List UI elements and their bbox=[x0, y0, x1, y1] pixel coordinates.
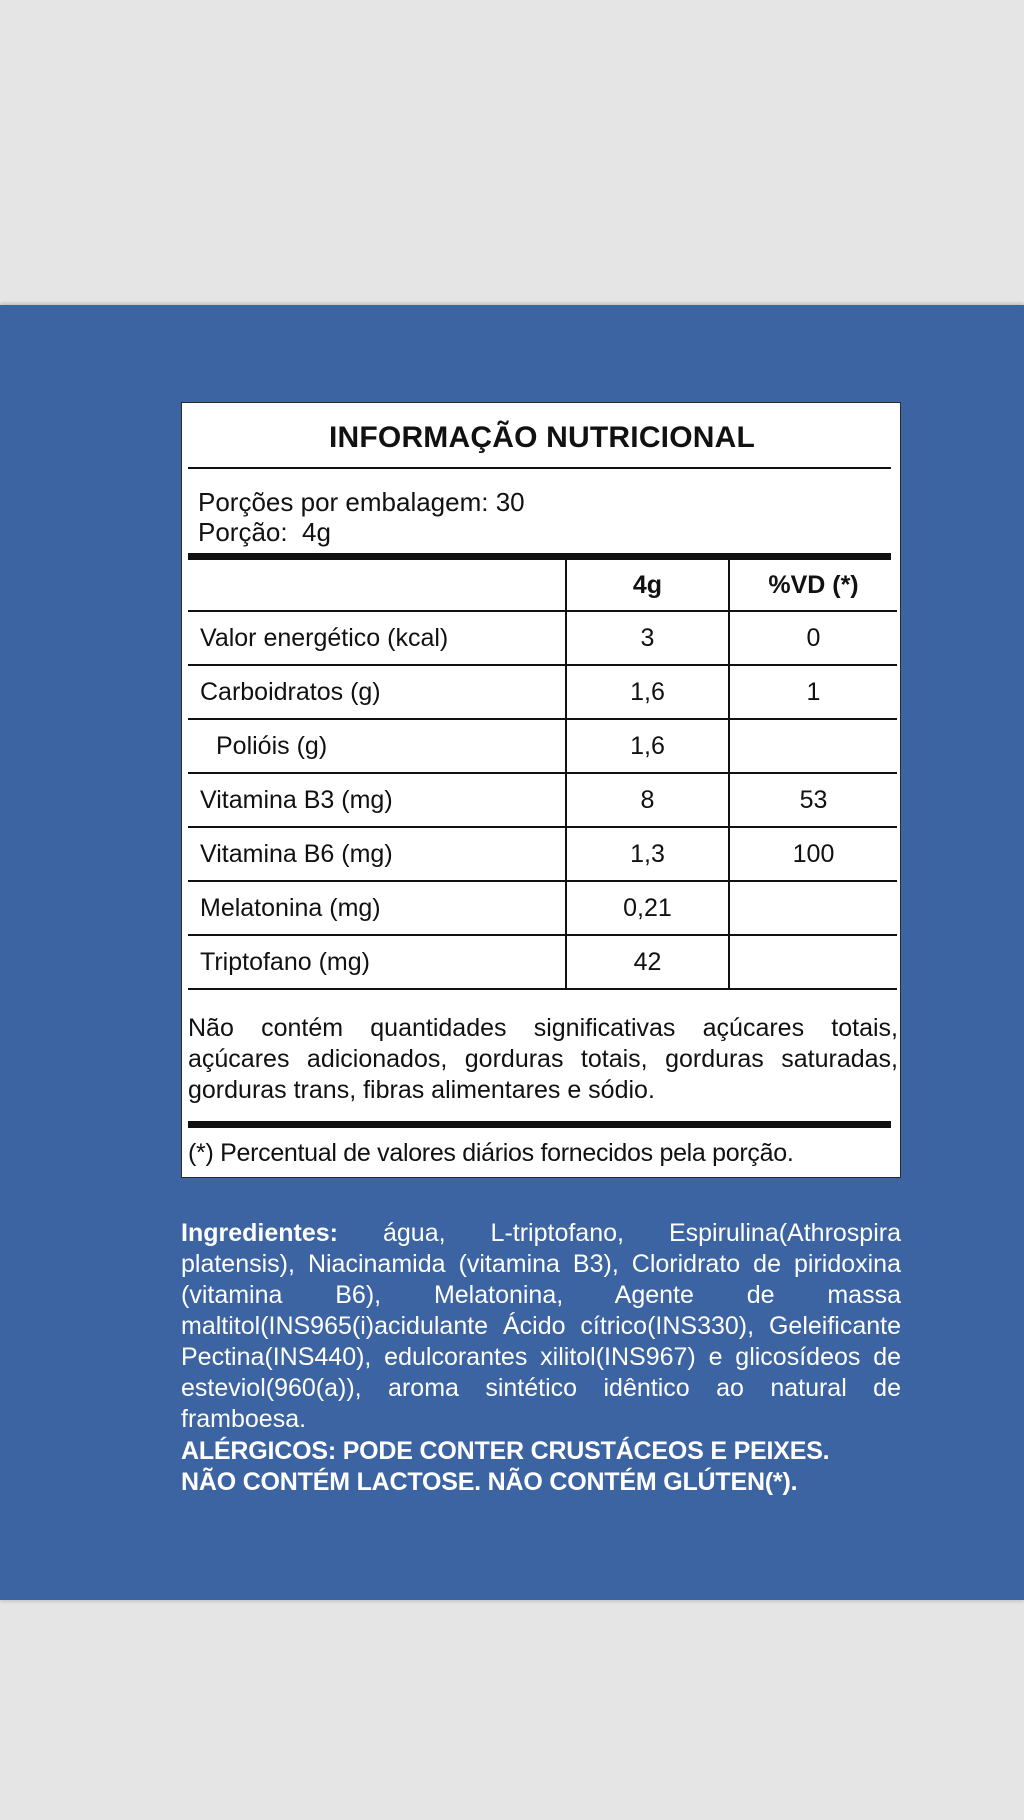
ingredients-heading: Ingredientes: bbox=[181, 1219, 338, 1247]
nutrient-name: Melatonina (mg) bbox=[188, 881, 566, 935]
table-row bbox=[188, 881, 897, 935]
nutrient-daily-value bbox=[729, 881, 897, 935]
nutrition-table bbox=[188, 560, 897, 990]
nutrient-name: Vitamina B3 (mg) bbox=[188, 773, 566, 827]
nutrition-label bbox=[181, 402, 901, 1178]
nutrient-name: Triptofano (mg) bbox=[188, 935, 566, 989]
table-row bbox=[188, 935, 897, 989]
nutrient-daily-value: 53 bbox=[729, 773, 897, 827]
nutrient-quantity: 1,6 bbox=[566, 665, 729, 719]
nutrient-quantity: 3 bbox=[566, 611, 729, 665]
thick-divider bbox=[188, 553, 891, 560]
nutrient-quantity: 42 bbox=[566, 935, 729, 989]
nutrient-daily-value: 1 bbox=[729, 665, 897, 719]
allergens-block bbox=[181, 1436, 901, 1498]
label-title: INFORMAÇÃO NUTRICIONAL bbox=[328, 421, 756, 454]
nutrient-quantity: 1,6 bbox=[566, 719, 729, 773]
nutrient-daily-value bbox=[729, 719, 897, 773]
nutrient-name: Polióis (g) bbox=[188, 719, 566, 773]
ingredients-paragraph bbox=[181, 1218, 901, 1435]
serving-size: Porção: 4g bbox=[198, 517, 331, 547]
allergens-warning: ALÉRGICOS: PODE CONTER CRUSTÁCEOS E PEIXES. bbox=[181, 1437, 830, 1465]
ingredients-text: água, L-triptofano, Espirulina(Athrospira platensis), Niacinamida (vitamina B3), Cloridrato de piridoxina (vitamina B6), Melatonina, Agente de massa maltitol(INS965(i)acidulante Ácido cítrico(INS330), Geleificante Pectina(INS440), edulcorantes xilitol(INS967) e glicosídeos de esteviol(960(a)), aroma sintético idêntico ao natural de framboesa. bbox=[181, 1219, 901, 1433]
table-header-row bbox=[188, 560, 897, 611]
table-row bbox=[188, 719, 897, 773]
table-row bbox=[188, 827, 897, 881]
lactose-gluten-statement: NÃO CONTÉM LACTOSE. NÃO CONTÉM GLÚTEN(*). bbox=[181, 1468, 798, 1496]
nutrient-name: Valor energético (kcal) bbox=[188, 611, 566, 665]
nutrient-name: Vitamina B6 (mg) bbox=[188, 827, 566, 881]
daily-value-footnote: (*) Percentual de valores diários fornecidos pela porção. bbox=[188, 1139, 794, 1167]
servings-per-package: Porções por embalagem: 30 bbox=[198, 487, 525, 517]
table-row bbox=[188, 773, 897, 827]
nutrient-daily-value: 100 bbox=[729, 827, 897, 881]
nutrient-quantity: 0,21 bbox=[566, 881, 729, 935]
nutrient-quantity: 1,3 bbox=[566, 827, 729, 881]
thick-divider bbox=[188, 1121, 891, 1128]
table-row bbox=[188, 665, 897, 719]
header-quantity: 4g bbox=[566, 560, 729, 611]
nutrient-daily-value: 0 bbox=[729, 611, 897, 665]
header-nutrient bbox=[188, 560, 566, 611]
not-significant-notice: Não contém quantidades significativas açúcares totais, açúcares adicionados, gorduras totais, gorduras saturadas, gorduras trans, fibras alimentares e sódio. bbox=[188, 1014, 898, 1104]
nutrient-quantity: 8 bbox=[566, 773, 729, 827]
divider bbox=[188, 467, 891, 469]
nutrient-daily-value bbox=[729, 935, 897, 989]
table-row bbox=[188, 611, 897, 665]
portions-block bbox=[198, 487, 525, 547]
header-daily-value: %VD (*) bbox=[729, 560, 897, 611]
nutrient-name: Carboidratos (g) bbox=[188, 665, 566, 719]
